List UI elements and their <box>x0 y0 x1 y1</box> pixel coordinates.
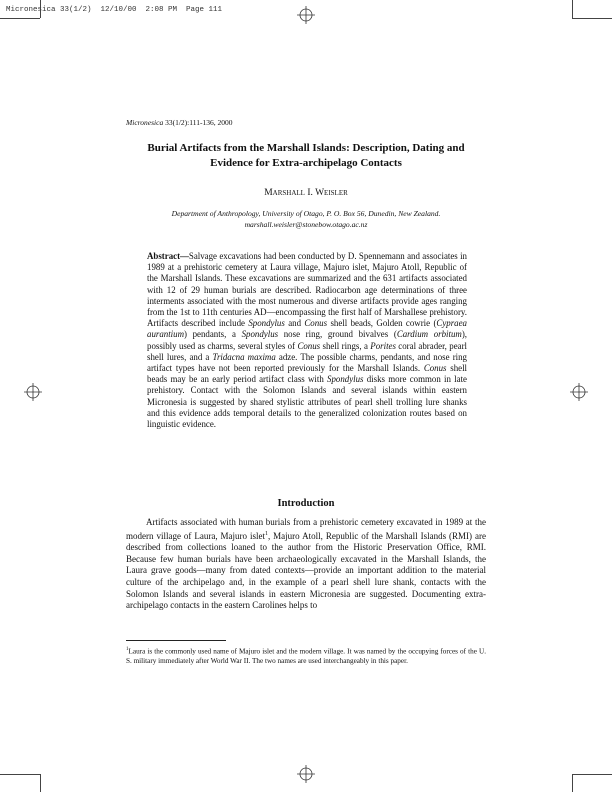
taxon-name: Cypraea aurantium <box>147 318 467 340</box>
citation-volume: 33(1/2):111-136, 2000 <box>163 118 233 127</box>
abstract-text: shell beads may be an early period artifact class with <box>147 363 468 385</box>
author-initial: M <box>264 188 273 198</box>
author-middle: I. <box>304 188 316 198</box>
crop-mark <box>572 18 612 19</box>
paper-title <box>126 141 486 171</box>
footnote-text: Laura is the commonly used name of Majuro islet and the modern village. It was named by the occupying forces of the U. S. military immediately after World War II. The two names are used interchangeably in this paper. <box>126 647 486 666</box>
author-affiliation <box>126 208 486 230</box>
registration-mark-bottom <box>297 765 315 783</box>
taxon-name: Spondylus <box>248 318 285 329</box>
author-email: marshall.weisler@stonebow.otago.ac.nz <box>244 220 368 229</box>
journal-name: Micronesica <box>126 118 164 127</box>
crop-mark <box>0 774 40 775</box>
author-initial: W <box>315 188 325 198</box>
footnote-rule <box>126 640 226 641</box>
journal-citation <box>126 118 232 127</box>
author-first-rest: arshall <box>272 188 305 198</box>
abstract-text: ), possibly used as charms, several styles of <box>147 329 467 351</box>
crop-mark <box>572 774 573 792</box>
abstract-dash: — <box>180 251 189 261</box>
crop-mark <box>0 18 40 19</box>
registration-mark-left <box>24 383 42 401</box>
author-name <box>126 188 486 198</box>
footnote-ref: 1 <box>264 530 268 537</box>
abstract-text: ) pendants, a <box>183 329 242 340</box>
abstract-text: shell beads, Golden cowrie ( <box>327 318 437 329</box>
crop-mark <box>572 774 612 775</box>
affiliation-line: Department of Anthropology, University of Otago, P. O. Box 56, Dunedin, New Zealand. <box>171 209 441 218</box>
title-line: Evidence for Extra-archipelago Contacts <box>210 157 402 169</box>
crop-mark <box>40 774 41 792</box>
taxon-name: Spondylus <box>241 329 279 340</box>
crop-mark <box>572 0 573 18</box>
author-last-rest: eisler <box>324 188 348 198</box>
body-text: , Majuro Atoll, Republic of the Marshall Islands (RMI) are described from collections loaned to the author from the Historic Preservation Office, RMI. Because few human burials have been archaeologically excavated in the Marshall Islands, the Laura grave goods—many from dated contexts—provide an important addition to the material culture of the archipelago and, in the example of a pearl shell lure shank, contacts with the Solomon Islands and several islands in eastern Micronesia are suggested. Documenting extra-archipelago contacts in the eastern Carolines helps to <box>126 530 486 611</box>
introduction-paragraph <box>126 517 486 612</box>
abstract-label: Abstract <box>147 251 181 261</box>
taxon-name: Cardium orbitum <box>396 329 462 340</box>
crop-mark <box>40 0 41 18</box>
section-heading: Introduction <box>277 498 335 509</box>
abstract-text: and <box>284 318 305 329</box>
taxon-name: Conus <box>297 340 321 351</box>
abstract <box>147 251 467 430</box>
body-text: Artifacts associated with human burials from a prehistoric cemetery excavated in 1989 at the modern village of Laura, Majuro islet <box>126 517 486 541</box>
abstract-text: nose ring, ground bivalves ( <box>278 329 397 340</box>
registration-mark-right <box>570 383 588 401</box>
taxon-name: Conus <box>423 363 447 374</box>
abstract-text: adze. The possible charms, pendants, and nose ring artifact types have not been reported previously for the Marshall Islands. <box>147 351 467 374</box>
taxon-name: Spondylus <box>327 374 364 385</box>
abstract-text: disks more common in late prehistory. Contact with the Solomon Islands and several islands within eastern Micronesia is suggested by shared stylistic attributes of pearl shell trolling lure shanks and this evidence adds temporal details to the generalized colonization routes based on linguistic evidence. <box>147 374 467 430</box>
footnote <box>126 645 486 666</box>
taxon-name: Tridacna maxima <box>212 351 276 362</box>
print-slug: Micronesica 33(1/2) 12/10/00 2:08 PM Page 111 <box>6 6 223 14</box>
abstract-text: coral abrader, pearl shell lures, and a <box>147 340 467 362</box>
abstract-text: Salvage excavations had been conducted by D. Spennemann and associates in 1989 at a prehistoric cemetery at Laura village, Majuro islet, Majuro Atoll, Republic of the Marshall Islands. These excavations are summarized and the 631 artifacts associated with 12 of 29 human burials are described. Radiocarbon age determinations of three interments associated with the most numerous and diverse artifacts provide ages ranging from the 1st to 11th centuries AD—encompassing the first half of Marshallese prehistory. Artifacts described include <box>147 251 467 329</box>
title-line: Burial Artifacts from the Marshall Islands: Description, Dating and <box>147 142 465 154</box>
taxon-name: Conus <box>304 318 328 329</box>
taxon-name: Porites <box>370 340 396 351</box>
registration-mark-top <box>297 6 315 24</box>
footnote-mark: 1 <box>126 647 129 652</box>
abstract-text: shell rings, a <box>320 340 371 351</box>
